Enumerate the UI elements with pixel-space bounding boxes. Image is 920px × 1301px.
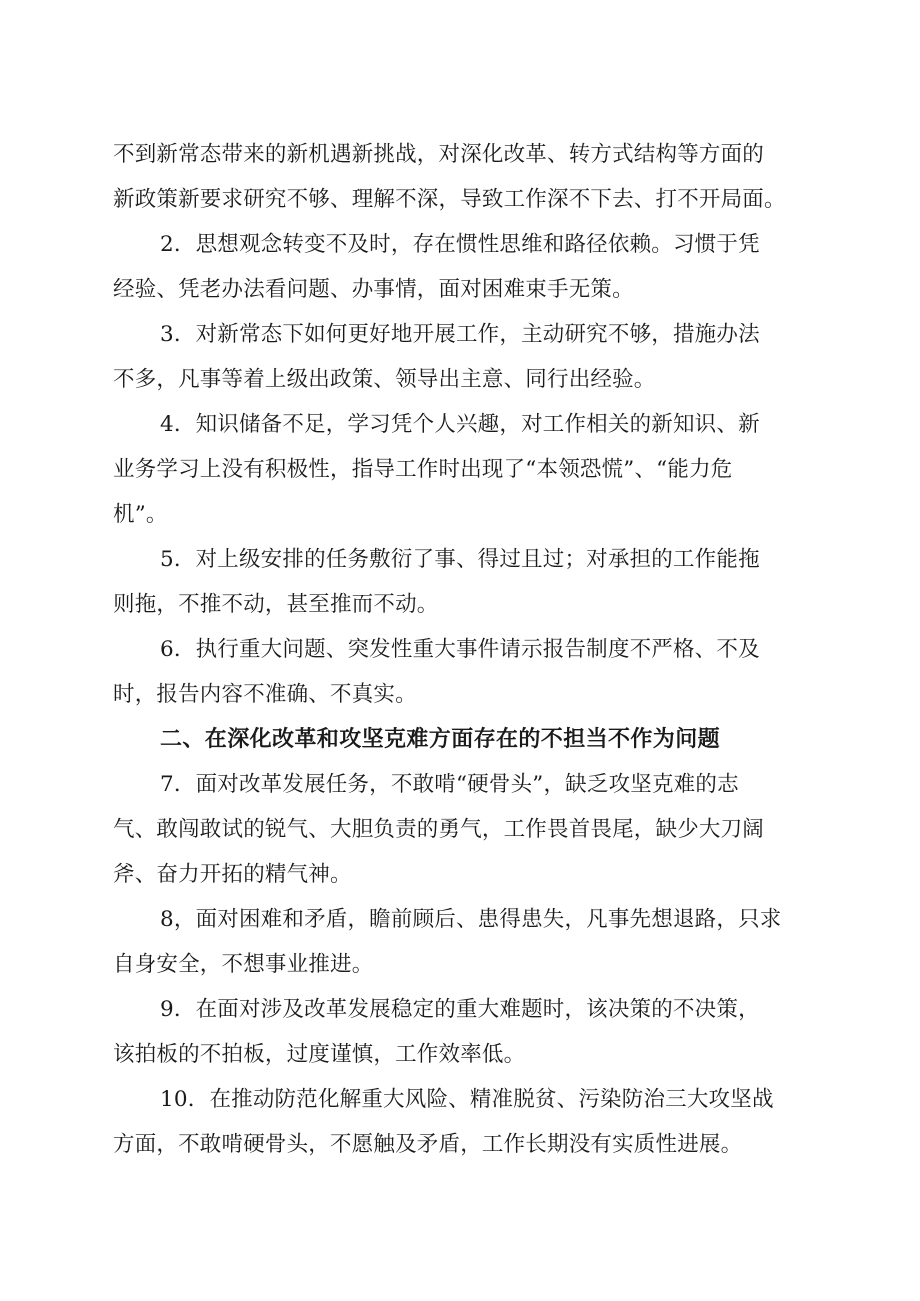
- paragraph-line: [0, 673, 920, 717]
- line-text: 6．执行重大问题、突发性重大事件请示报告制度不严格、不及: [160, 637, 760, 662]
- paragraph-line: [0, 358, 920, 402]
- line-text: 则拖，不推不动，甚至推而不动。: [113, 592, 439, 617]
- paragraph-line: [0, 313, 920, 357]
- line-text: 该拍板的不拍板，过度谨慎，工作效率低。: [113, 1042, 526, 1067]
- line-text: 8，面对困难和矛盾，瞻前顾后、患得患失，凡事先想退路，只求: [160, 907, 782, 932]
- line-text: 7．面对改革发展任务，不敢啃“硬骨头”，缺乏攻坚克难的志: [160, 772, 739, 797]
- paragraph-line: [0, 223, 920, 267]
- paragraph-line: [0, 583, 920, 627]
- paragraph-line: [0, 1078, 920, 1122]
- line-text: 经验、凭老办法看问题、办事情，面对困难束手无策。: [113, 277, 634, 302]
- paragraph-line: [0, 403, 920, 447]
- paragraph-line: [0, 1123, 920, 1167]
- line-text: 业务学习上没有积极性，指导工作时出现了“本领恐慌”、“能力危: [113, 457, 733, 482]
- line-text: 方面，不敢啃硬骨头，不愿触及矛盾，工作长期没有实质性进展。: [113, 1132, 743, 1157]
- paragraph-line: [0, 1033, 920, 1077]
- paragraph-line: [0, 988, 920, 1032]
- line-text: 不多，凡事等着上级出政策、领导出主意、同行出经验。: [113, 367, 656, 392]
- paragraph-line: [0, 178, 920, 222]
- line-text: 2．思想观念转变不及时，存在惯性思维和路径依赖。习惯于凭: [160, 232, 760, 257]
- line-text: 不到新常态带来的新机遇新挑战，对深化改革、转方式结构等方面的: [113, 142, 765, 167]
- section-heading-text: 二、在深化改革和攻坚克难方面存在的不担当不作为问题: [160, 727, 721, 752]
- section-heading: [0, 718, 920, 762]
- line-text: 时，报告内容不准确、不真实。: [113, 682, 417, 707]
- paragraph-line: [0, 538, 920, 582]
- line-text: 气、敢闯敢试的锐气、大胆负责的勇气，工作畏首畏尾，缺少大刀阔: [113, 817, 765, 842]
- paragraph-line: [0, 628, 920, 672]
- line-text: 新政策新要求研究不够、理解不深，导致工作深不下去、打不开局面。: [113, 187, 786, 212]
- line-text: 9．在面对涉及改革发展稳定的重大难题时，该决策的不决策，: [160, 997, 760, 1022]
- line-text: 斧、奋力开拓的精气神。: [113, 862, 352, 887]
- paragraph-line: [0, 808, 920, 852]
- paragraph-line: [0, 943, 920, 987]
- paragraph-line: [0, 493, 920, 537]
- line-text: 4．知识储备不足，学习凭个人兴趣，对工作相关的新知识、新: [160, 412, 760, 437]
- line-text: 5．对上级安排的任务敷衍了事、得过且过；对承担的工作能拖: [160, 547, 760, 572]
- line-text: 机”。: [113, 502, 168, 527]
- paragraph-line: [0, 853, 920, 897]
- paragraph-line: [0, 268, 920, 312]
- line-text: 10．在推动防范化解重大风险、精准脱贫、污染防治三大攻坚战: [160, 1087, 774, 1112]
- line-text: 自身安全，不想事业推进。: [113, 952, 374, 977]
- paragraph-line: [0, 763, 920, 807]
- paragraph-line: [0, 448, 920, 492]
- line-text: 3．对新常态下如何更好地开展工作，主动研究不够，措施办法: [160, 322, 760, 347]
- paragraph-line: [0, 133, 920, 177]
- paragraph-line: [0, 898, 920, 942]
